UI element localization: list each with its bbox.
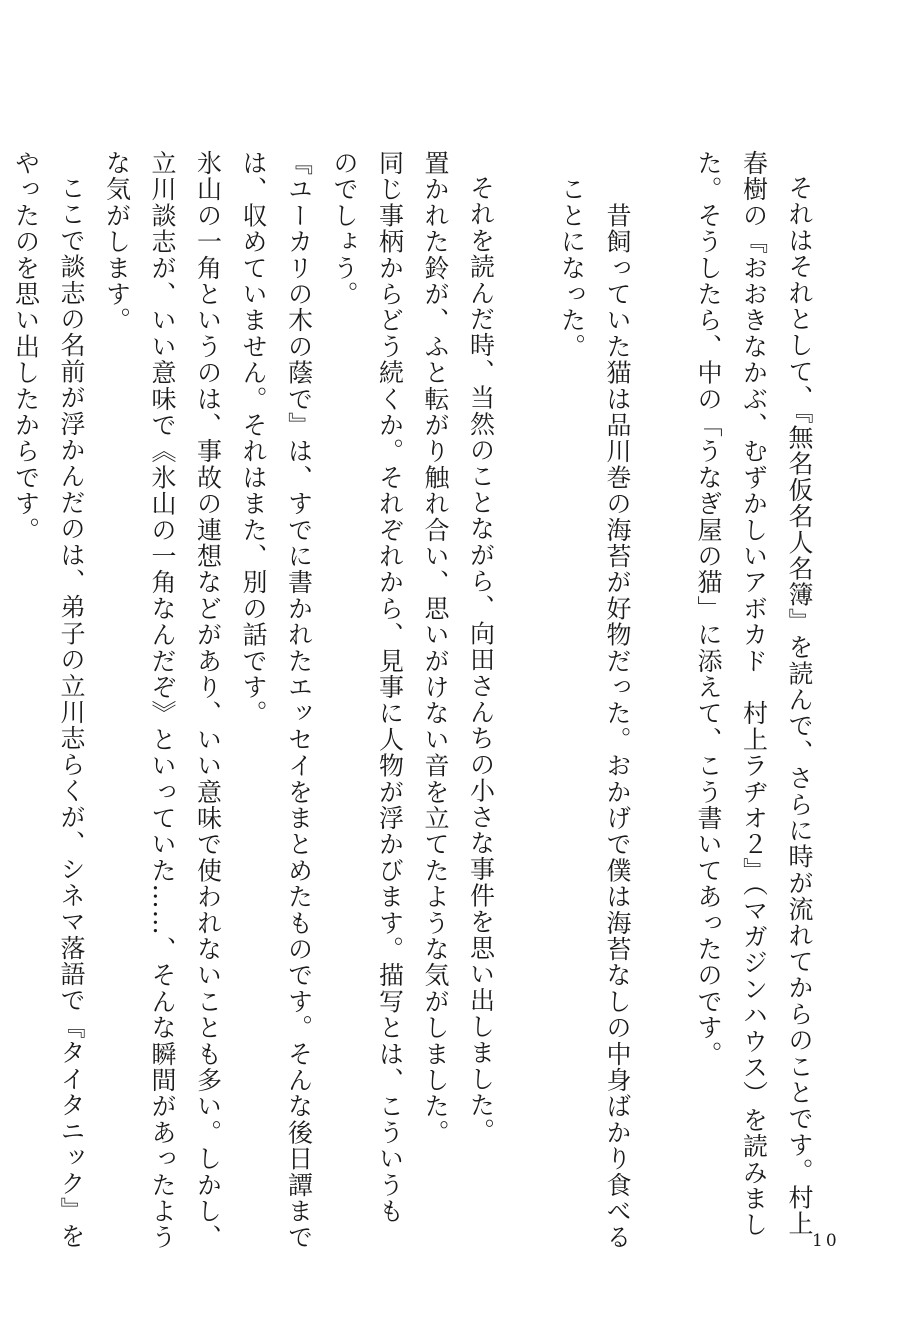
text-line: 立川談志が、いい意味で《氷山の一角なんだぞ》といっていた……、そんな瞬間があったよう — [148, 150, 177, 1251]
text-line: は、収めていません。それはまた、別の話です。 — [239, 150, 268, 727]
text-line: 春樹の『おおきなかぶ、むずかしいアボカド 村上ラヂオ２』（マガジンハウス）を読みまし — [739, 150, 769, 1238]
text-line: 『ユーカリの木の蔭で』は、すでに書かれたエッセイをまとめたものです。そんな後日譚まで — [284, 150, 314, 1251]
text-line: 同じ事柄からどう続くか。それぞれから、見事に人物が浮かびます。描写とは、こういうも — [375, 150, 405, 1225]
quote-line: 昔飼っていた猫は品川巻の海苔が好物だった。おかげで僕は海苔なしの中身ばかり食べる — [603, 150, 632, 1251]
text-line: 置かれた鈴が、ふと転がり触れ合い、思いがけない音を立てたような気がしました。 — [421, 150, 450, 1146]
text-line: それはそれとして、『無名仮名人名簿』を読んで、さらに時が流れてからのことです。村上 — [785, 175, 814, 1237]
text-line: それを読んだ時、当然のことながら、向田さんちの小さな事件を思い出しました。 — [466, 175, 496, 1145]
text-line: ここで談志の名前が浮かんだのは、弟子の立川志らくが、シネマ落語で『タイタニック』を — [57, 175, 86, 1250]
paragraph-gap — [504, 150, 550, 1190]
paragraph-gap — [640, 150, 686, 1190]
text-line — [0, 150, 3, 1190]
text-line: た。そうしたら、中の「うなぎ屋の猫」に添えて、こう書いてあったのです。 — [694, 150, 723, 1067]
quote-line: ことになった。 — [557, 150, 587, 360]
text-line: やったのを思い出したからです。 — [11, 150, 41, 543]
text-line: 氷山の一角というのは、事故の連想などがあり、いい意味で使われないことも多い。しかし、 — [193, 150, 223, 1251]
vertical-text-body — [0, 150, 822, 1251]
text-line: のでしょう。 — [330, 150, 359, 308]
page-number: 10 — [812, 1231, 840, 1251]
text-line: な気がします。 — [102, 150, 132, 334]
